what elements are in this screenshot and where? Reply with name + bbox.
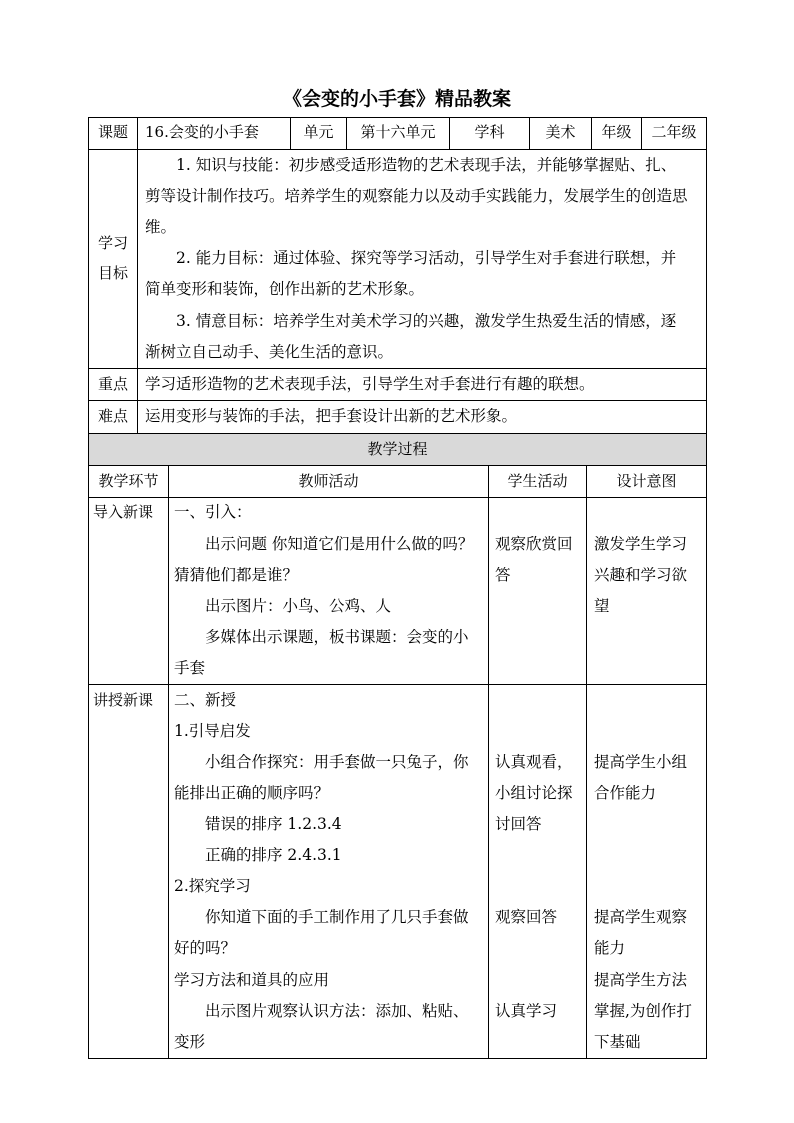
new-teacher-line: 变形 [174, 1033, 206, 1051]
intro-design-line: 望 [594, 597, 610, 615]
new-design-line: 能力 [594, 939, 626, 957]
intro-teacher-line: 出示问题 你知道它们是用什么做的吗？ [205, 535, 474, 553]
key-point-text: 学习适形造物的艺术表现手法，引导学生对手套进行有趣的联想。 [145, 375, 595, 393]
new-teacher-line: 1.引导启发 [174, 722, 251, 740]
intro-stage: 导入新课 [93, 503, 154, 521]
new-student-line: 认真学习 [495, 1002, 558, 1020]
process-header: 教学过程 [367, 440, 428, 458]
subject-value: 美术 [545, 123, 576, 141]
objectives-line: 渐树立自己动手、美化生活的意识。 [145, 343, 394, 361]
difficulty-label: 难点 [97, 407, 128, 425]
new-stage: 讲授新课 [93, 691, 154, 709]
new-teacher-line: 2.探究学习 [174, 877, 251, 895]
new-teacher-line: 能排出正确的顺序吗？ [174, 784, 330, 802]
new-design-line: 掌握,为创作打 [594, 1002, 692, 1020]
col-teacher: 教师活动 [298, 472, 359, 490]
new-teacher-line: 好的吗？ [174, 939, 237, 957]
col-stage: 教学环节 [98, 472, 159, 490]
new-design-line: 提高学生小组 [594, 753, 688, 771]
intro-teacher-line: 多媒体出示课题，板书课题：会变的小 [205, 628, 469, 646]
new-teacher-line: 学习方法和道具的应用 [174, 971, 330, 989]
new-teacher-line: 正确的排序 2.4.3.1 [205, 846, 342, 864]
new-design-line: 提高学生观察 [594, 908, 688, 926]
page-title: 《会变的小手套》精品教案 [282, 88, 511, 110]
unit-value: 第十六单元 [360, 123, 436, 141]
new-teacher-line: 错误的排序 1.2.3.4 [205, 815, 342, 833]
new-student-line: 观察回答 [495, 908, 558, 926]
objectives-line: 3. 情意目标：培养学生对美术学习的兴趣，激发学生热爱生活的情感，逐 [176, 312, 677, 330]
objectives-line: 剪等设计制作技巧。培养学生的观察能力以及动手实践能力，发展学生的创造思 [145, 187, 688, 205]
intro-student-line: 答 [495, 566, 511, 584]
subject-label: 学科 [474, 123, 505, 141]
new-student-line: 讨回答 [495, 815, 542, 833]
new-design-line: 提高学生方法 [594, 971, 688, 989]
intro-design-line: 激发学生学习 [594, 535, 688, 553]
new-design-line: 下基础 [594, 1033, 641, 1051]
topic-value: 16.会变的小手套 [145, 123, 259, 141]
objectives-label-2: 目标 [97, 264, 128, 282]
objectives-line: 维。 [145, 218, 177, 236]
new-teacher-line: 二、新授 [174, 691, 237, 709]
objectives-line: 简单变形和装饰，创作出新的艺术形象。 [145, 280, 425, 298]
col-student: 学生活动 [507, 472, 568, 490]
grade-value: 二年级 [651, 123, 697, 141]
objectives-label-1: 学习 [97, 234, 128, 252]
intro-student-line: 观察欣赏回 [495, 535, 573, 553]
intro-student-cell [488, 497, 587, 685]
new-stage-cell [88, 684, 169, 1059]
new-student-line: 小组讨论探 [495, 784, 573, 802]
intro-teacher-line: 手套 [174, 659, 206, 677]
new-teacher-line: 小组合作探究：用手套做一只兔子，你 [205, 753, 469, 771]
objectives-line: 2. 能力目标：通过体验、探究等学习活动，引导学生对手套进行联想，并 [176, 249, 677, 267]
grade-label: 年级 [601, 123, 632, 141]
intro-design-line: 兴趣和学习欲 [594, 566, 688, 584]
new-design-line: 合作能力 [594, 784, 657, 802]
objectives-line: 1. 知识与技能：初步感受适形造物的艺术表现手法，并能够掌握贴、扎、 [176, 156, 677, 174]
key-point-label: 重点 [97, 375, 128, 393]
new-student-line: 认真观看， [495, 753, 573, 771]
intro-teacher-line: 一、引入： [174, 503, 252, 521]
intro-teacher-line: 猜猜他们都是谁？ [174, 566, 299, 584]
difficulty-text: 运用变形与装饰的手法，把手套设计出新的艺术形象。 [145, 407, 518, 425]
topic-label: 课题 [97, 123, 128, 141]
intro-teacher-line: 出示图片：小鸟、公鸡、人 [205, 597, 392, 615]
unit-label: 单元 [303, 123, 334, 141]
new-teacher-line: 你知道下面的手工制作用了几只手套做 [205, 908, 469, 926]
new-teacher-line: 出示图片观察认识方法：添加、粘贴、 [205, 1002, 469, 1020]
col-design: 设计意图 [616, 472, 677, 490]
